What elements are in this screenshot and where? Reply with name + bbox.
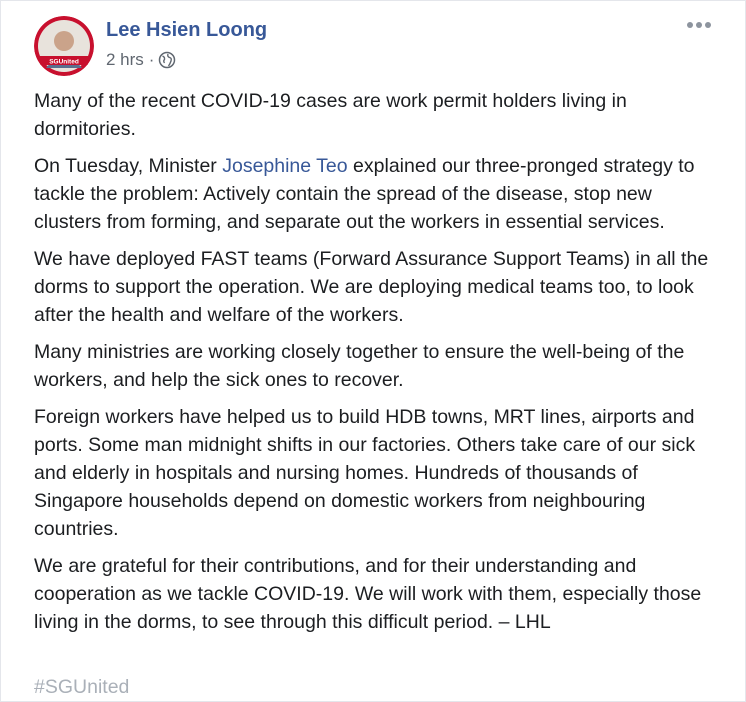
post-paragraph [34,152,714,236]
post-meta [106,49,176,71]
post-paragraph: Many of the recent COVID-19 cases are work permit holders living in dormitories. [34,90,627,140]
globe-icon[interactable] [158,51,176,69]
avatar-badge-text: SGUnited [49,58,79,66]
post-paragraph: Foreign workers have helped us to build HDB towns, MRT lines, airports and ports. Some man midnight shifts in our factories. Others take care of our sick and elderly in hospitals and nursing homes. Hundreds of thousands of Singapore households depend on domestic workers from neighbouring countries. [34,406,696,540]
post-timestamp[interactable]: 2 hrs [106,50,144,69]
author-name[interactable]: Lee Hsien Loong [106,19,268,41]
more-options-icon[interactable] [687,19,717,31]
more-dot-icon [705,22,711,28]
mention-link[interactable]: Josephine Teo [222,155,348,177]
post-paragraph: We are grateful for their contributions, and for their understanding and cooperation as we tackle COVID-19. We will work with them, especially those living in the dorms, to see through this difficult period. – LHL [34,555,702,633]
meta-separator: · [148,50,155,69]
post-body [34,87,714,645]
post-paragraph: Many ministries are working closely together to ensure the well-being of the workers, and help the sick ones to recover. [34,341,685,391]
more-dot-icon [687,22,693,28]
paragraph-text: explained our three-pronged strategy to tackle the problem: Actively contain the spread of the disease, stop new clusters from forming, and separate out the workers in essential services. [34,155,695,233]
paragraph-text: On Tuesday, Minister [34,155,223,177]
post-paragraph: We have deployed FAST teams (Forward Assurance Support Teams) in all the dorms to support the operation. We are deploying medical teams too, to look after the health and welfare of the workers. [34,248,709,326]
profile-avatar[interactable] [34,16,94,76]
more-dot-icon [696,22,702,28]
hashtag-link[interactable]: #SGUnited [34,676,130,698]
